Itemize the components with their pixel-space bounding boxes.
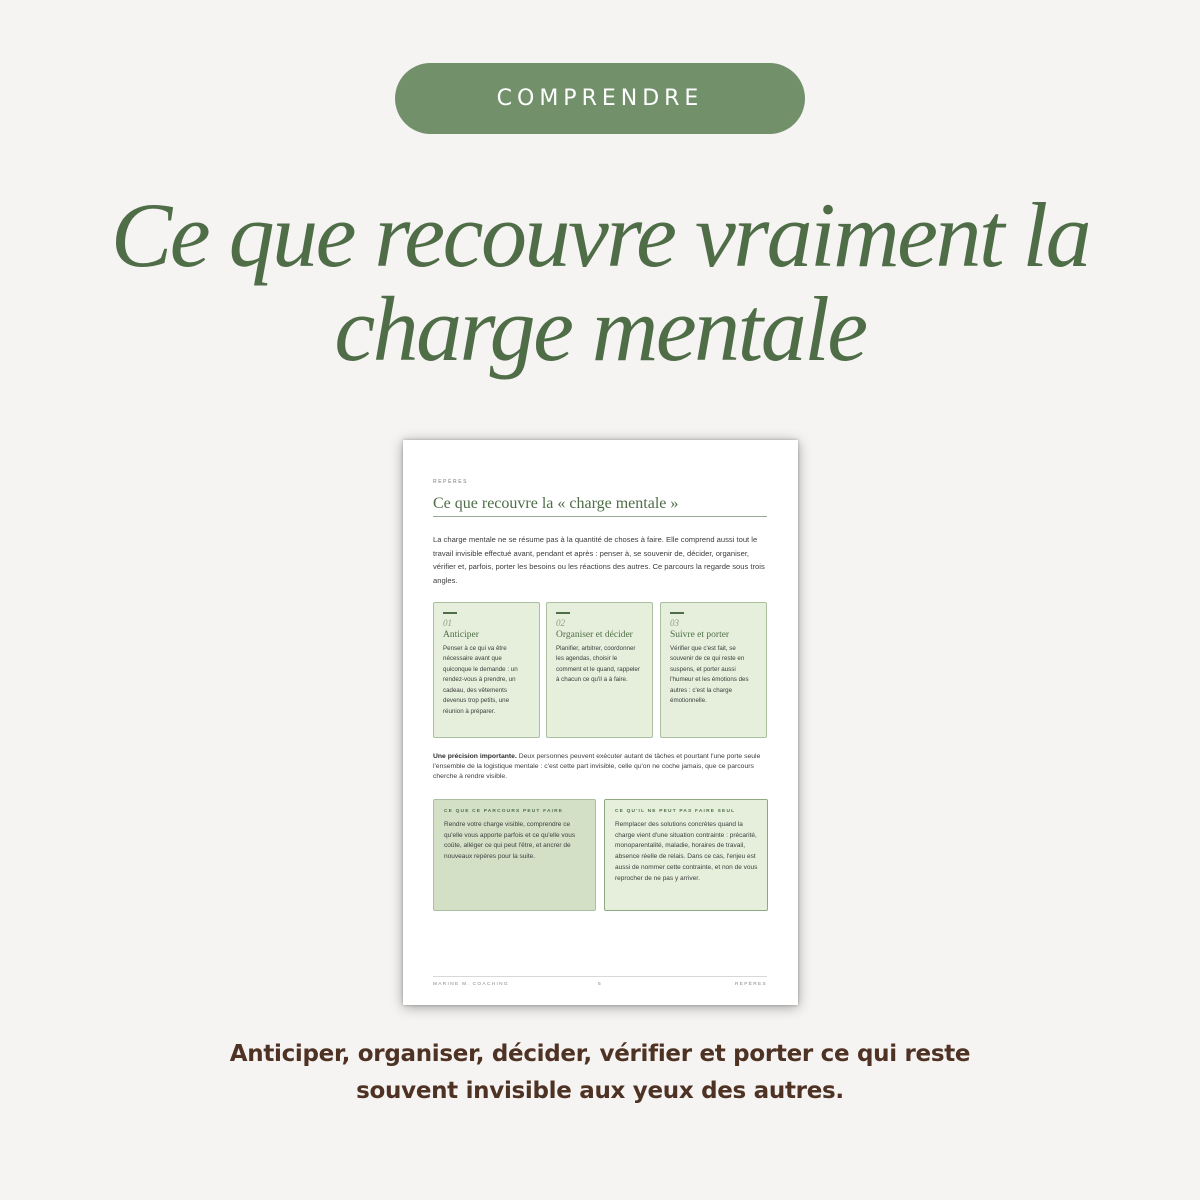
precision-paragraph: [433, 752, 769, 783]
intro-paragraph: La charge mentale ne se résume pas à la quantité de choses à faire. Elle comprend aussi tout le travail invisible effectué avant, pendant et après : penser à, se souvenir de, décider, organiser, vérifier et, parfois, porter les besoins ou les réactions des autres. Ce parcours la regarde sous trois angles.: [433, 535, 765, 585]
headline: [100, 184, 1100, 380]
category-badge: [395, 63, 805, 134]
card-number: 01: [443, 617, 452, 628]
footer-section: REPÈRES: [734, 982, 767, 987]
card-text: Penser à ce qui va être nécessaire avant que quiconque le demande : un rendez-vous à prendre, un cadeau, des vêtements devenus trop petits, une réunion à préparer.: [443, 644, 518, 715]
precision-text: Deux personnes peuvent exécuter autant de tâches et pourtant l'une porte seule l'ensemble de la logistique mentale : c'est cette part invisible, celle qu'on ne coche jamais, que ce parcours cherche à rendre visible.: [433, 753, 761, 781]
cannot-do-text: Remplacer des solutions concrètes quand la charge vient d'une situation contrainte : précarité, monoparentalité, maladie, horaires de travail, absence réelle de relais. Dans ce cas, l'enjeu est aussi de nommer cette contrainte, et non de vous reprocher de ne pas y arriver.: [615, 821, 758, 882]
caption-line-2: souvent invisible aux yeux des autres.: [356, 1078, 844, 1104]
card-accent-bar: [443, 612, 457, 614]
caption: [150, 1036, 1050, 1110]
angle-card-anticiper: [433, 602, 540, 738]
angle-card-suivre: [660, 602, 767, 738]
card-title: Suivre et porter: [670, 629, 730, 640]
card-text: Vérifier que c'est fait, se souvenir de ce qui reste en suspens, et porter aussi l'humeur et les émotions des autres : c'est la charge émotionnelle.: [670, 644, 749, 704]
card-accent-bar: [670, 612, 684, 614]
card-number: 03: [670, 617, 679, 628]
card-number: 02: [556, 617, 565, 628]
headline-line-1: Ce que recouvre vraiment la: [110, 184, 1090, 286]
angle-card-organiser: [546, 602, 653, 738]
caption-line-1: Anticiper, organiser, décider, vérifier et porter ce qui reste: [229, 1041, 971, 1067]
can-do-text: Rendre votre charge visible, comprendre ce qu'elle vous apporte parfois et ce qu'elle vous coûte, alléger ce qui peut l'être, et ancrer de nouveaux repères pour la suite.: [444, 821, 576, 861]
cannot-do-title: CE QU'IL NE PEUT PAS FAIRE SEUL: [615, 809, 736, 814]
section-label: REPÈRES: [433, 479, 469, 485]
can-do-box: [433, 799, 596, 911]
page-title: Ce que recouvre la « charge mentale »: [433, 495, 767, 517]
can-do-title: CE QUE CE PARCOURS PEUT FAIRE: [444, 809, 564, 814]
footer-brand: MARINE M. COACHING: [433, 982, 509, 987]
footer-divider: [433, 976, 767, 977]
card-title: Organiser et décider: [556, 629, 633, 640]
card-text: Planifier, arbitrer, coordonner les agendas, choisir le comment et le quand, rappeler à chacun ce qu'il a à faire.: [556, 644, 640, 683]
cannot-do-box: [604, 799, 768, 911]
card-accent-bar: [556, 612, 570, 614]
angle-cards: [433, 602, 767, 738]
card-title: Anticiper: [443, 629, 479, 640]
document-page-preview: [403, 440, 798, 1005]
category-badge-label: COMPRENDRE: [496, 86, 704, 111]
headline-line-2: charge mentale: [334, 278, 866, 380]
footer-page-number: 5: [598, 982, 602, 987]
precision-lead: Une précision importante.: [433, 753, 517, 760]
